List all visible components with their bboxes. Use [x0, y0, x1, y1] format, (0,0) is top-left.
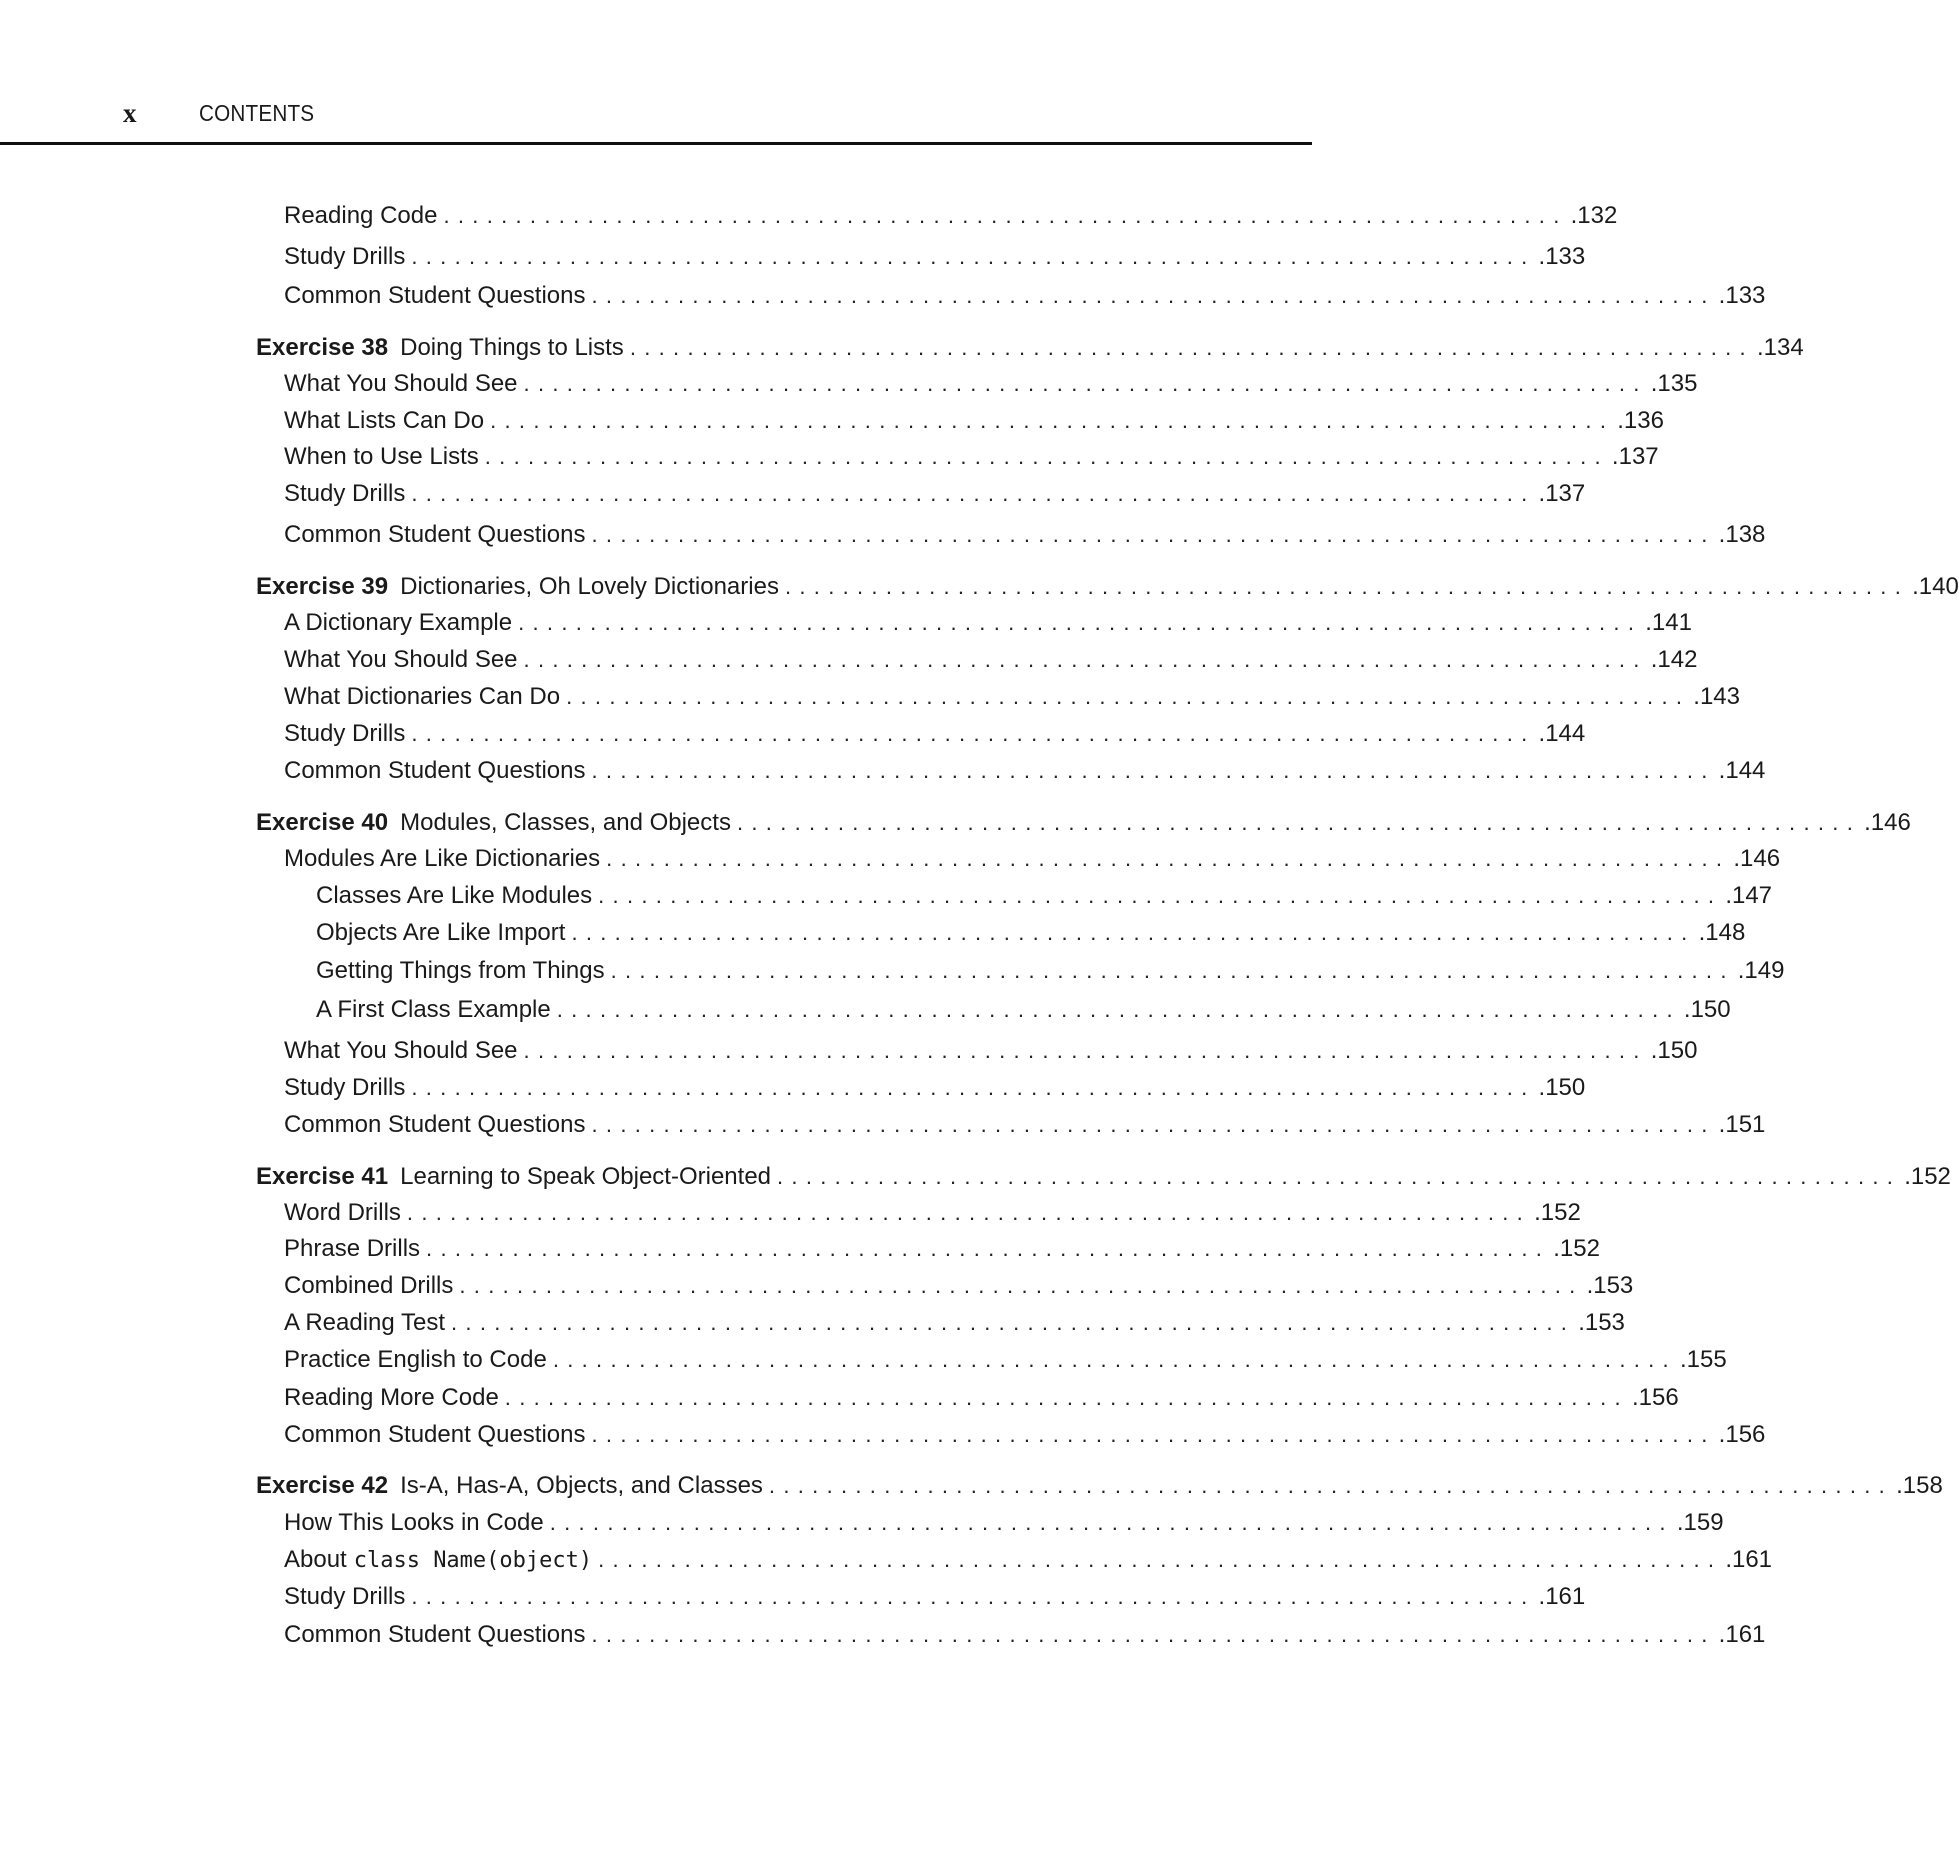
exercise-title: Modules, Classes, and Objects [400, 809, 731, 836]
toc-entry-label: Combined Drills [284, 1272, 454, 1299]
toc-entry[interactable] [284, 240, 1586, 274]
toc-entry-label: Practice English to Code [284, 1346, 547, 1373]
dot-leader: .............................................................................. [523, 1038, 1648, 1063]
toc-page-number: .152 [1904, 1163, 1951, 1190]
toc-entry[interactable] [284, 404, 1664, 438]
dot-leader: .............................................................................. [459, 1273, 1584, 1298]
toc-entry[interactable] [284, 1618, 1766, 1652]
toc-entry-label: Common Student Questions [284, 282, 586, 309]
toc-entry-label: How This Looks in Code [284, 1509, 544, 1536]
dot-leader: .............................................................................. [426, 1236, 1551, 1261]
toc-entry[interactable] [284, 1232, 1600, 1266]
toc-entry-label: Common Student Questions [284, 1421, 586, 1448]
toc-page-number: .161 [1718, 1621, 1766, 1648]
toc-entry-label: Objects Are Like Import [316, 919, 566, 946]
toc-entry-label: Study Drills [284, 243, 406, 270]
dot-leader: .............................................................................. [610, 958, 1735, 983]
toc-entry-label: What You Should See [284, 370, 518, 397]
dot-leader: .............................................................................. [598, 1547, 1723, 1572]
toc-entry-label: A First Class Example [316, 996, 551, 1023]
toc-page-number: .146 [1864, 809, 1911, 836]
toc-page-number: .144 [1718, 757, 1766, 784]
toc-entry[interactable] [284, 199, 1618, 233]
running-head-title: CONTENTS [199, 100, 315, 126]
toc-page-number: .153 [1578, 1309, 1625, 1336]
toc-entry-label [284, 1543, 592, 1578]
toc-entry-label: Word Drills [284, 1199, 401, 1226]
toc-entry[interactable] [284, 1418, 1766, 1452]
dot-leader: .............................................................................. [591, 758, 1716, 783]
exercise-title: Doing Things to Lists [400, 334, 624, 361]
toc-entry[interactable] [284, 842, 1781, 876]
toc-page-number: .132 [1570, 202, 1618, 229]
toc-entry-label: Classes Are Like Modules [316, 882, 593, 909]
toc-exercise-heading [256, 1160, 771, 1194]
exercise-title: Learning to Speak Object-Oriented [400, 1163, 772, 1190]
dot-leader: .............................................................................. [571, 920, 1696, 945]
toc-entry[interactable] [284, 1381, 1679, 1415]
toc-page-number: .148 [1698, 919, 1746, 946]
toc-page-number: .134 [1756, 334, 1804, 361]
toc-entry-label: Reading More Code [284, 1384, 499, 1411]
toc-entry[interactable] [284, 1506, 1724, 1540]
toc-entry[interactable] [284, 1543, 1773, 1577]
toc-entry[interactable] [284, 477, 1586, 511]
toc-entry-label-text: About [284, 1546, 347, 1573]
toc-page-number: .150 [1650, 1037, 1698, 1064]
toc-page-number: .150 [1683, 996, 1731, 1023]
toc-entry-label: A Reading Test [284, 1309, 446, 1336]
dot-leader: .............................................................................. [556, 997, 1681, 1022]
dot-leader: .............................................................................. [566, 684, 1691, 709]
toc-page-number: .141 [1645, 609, 1692, 636]
dot-leader: .............................................................................. [591, 522, 1716, 547]
toc-entry-label: Common Student Questions [284, 1621, 586, 1648]
toc-entry[interactable] [284, 1306, 1625, 1340]
dot-leader: .............................................................................. [591, 283, 1716, 308]
toc-page-number: .150 [1538, 1074, 1586, 1101]
dot-leader: .............................................................................. [784, 574, 1910, 599]
dot-leader: .............................................................................. [411, 244, 1536, 269]
toc-entry[interactable] [284, 717, 1586, 751]
dot-leader: .............................................................................. [591, 1422, 1716, 1447]
toc-entry[interactable] [284, 1580, 1586, 1614]
toc-page-number: .149 [1737, 957, 1785, 984]
dot-leader: .............................................................................. [591, 1622, 1716, 1647]
exercise-number: Exercise 39 [256, 573, 389, 600]
toc-entry[interactable] [316, 954, 1785, 988]
toc-entry[interactable] [284, 367, 1698, 401]
toc-exercise-entry[interactable] [256, 1469, 1943, 1503]
toc-page-number: .161 [1725, 1546, 1773, 1573]
dot-leader: .............................................................................. [549, 1510, 1674, 1535]
toc-entry-label: Study Drills [284, 720, 406, 747]
toc-page-number: .142 [1650, 646, 1698, 673]
toc-page-number: .156 [1718, 1421, 1766, 1448]
toc-entry-label: Common Student Questions [284, 1111, 586, 1138]
dot-leader: .............................................................................. [523, 647, 1648, 672]
toc-entry-label: A Dictionary Example [284, 609, 513, 636]
toc-page-number: .152 [1553, 1235, 1600, 1262]
toc-entry-label: What Lists Can Do [284, 407, 485, 434]
toc-entry[interactable] [316, 993, 1731, 1027]
toc-page-number: .147 [1725, 882, 1773, 909]
dot-leader: .............................................................................. [484, 444, 1609, 469]
toc-page-number: .153 [1586, 1272, 1634, 1299]
toc-page-number: .135 [1650, 370, 1698, 397]
toc-entry-label: When to Use Lists [284, 443, 479, 470]
dot-leader: .............................................................................. [411, 1075, 1536, 1100]
toc-entry[interactable] [284, 1269, 1634, 1303]
toc-page-number: .161 [1538, 1583, 1586, 1610]
toc-exercise-heading [256, 806, 731, 840]
toc-entry-label: Common Student Questions [284, 521, 586, 548]
exercise-title: Is-A, Has-A, Objects, and Classes [400, 1472, 763, 1499]
toc-entry-label: Phrase Drills [284, 1235, 421, 1262]
dot-leader: .............................................................................. [768, 1473, 1894, 1498]
inline-code: class Name(object) [353, 1548, 593, 1573]
toc-page-number: .137 [1538, 480, 1586, 507]
toc-page-number: .137 [1611, 443, 1659, 470]
dot-leader: .............................................................................. [411, 481, 1536, 506]
exercise-number: Exercise 42 [256, 1472, 389, 1499]
toc-entry[interactable] [316, 916, 1746, 950]
toc-exercise-heading [256, 1469, 763, 1503]
toc-entry-label: Study Drills [284, 1583, 406, 1610]
toc-entry-label: Modules Are Like Dictionaries [284, 845, 601, 872]
toc-entry[interactable] [284, 518, 1766, 552]
toc-page-number: .136 [1617, 407, 1664, 434]
toc-entry[interactable] [284, 680, 1740, 714]
toc-page-number: .151 [1718, 1111, 1766, 1138]
dot-leader: .............................................................................. [518, 610, 1643, 635]
toc-page-number: .155 [1679, 1346, 1727, 1373]
toc-entry[interactable] [316, 879, 1773, 913]
toc-entry-label: Study Drills [284, 1074, 406, 1101]
toc-entry[interactable] [284, 279, 1766, 313]
toc-entry[interactable] [284, 754, 1766, 788]
toc-exercise-entry[interactable] [256, 1160, 1951, 1194]
toc-entry-label: What You Should See [284, 1037, 518, 1064]
exercise-number: Exercise 38 [256, 334, 389, 361]
toc-exercise-heading [256, 331, 624, 365]
toc-entry-label: Reading Code [284, 202, 438, 229]
toc-exercise-entry[interactable] [256, 331, 1804, 365]
toc-entry[interactable] [284, 606, 1692, 640]
dot-leader: .............................................................................. [451, 1310, 1576, 1335]
dot-leader: .............................................................................. [777, 1164, 1902, 1189]
toc-entry-label: Common Student Questions [284, 757, 586, 784]
toc-entry[interactable] [284, 1343, 1727, 1377]
dot-leader: .............................................................................. [606, 846, 1731, 871]
toc-entry-label: Study Drills [284, 480, 406, 507]
dot-leader: .............................................................................. [591, 1112, 1716, 1137]
toc-page-number: .144 [1538, 720, 1586, 747]
toc-page-number: .159 [1676, 1509, 1724, 1536]
exercise-number: Exercise 40 [256, 809, 389, 836]
dot-leader: .............................................................................. [406, 1200, 1532, 1225]
toc-entry[interactable] [284, 440, 1659, 474]
dot-leader: .............................................................................. [598, 883, 1723, 908]
toc-page-number: .133 [1538, 243, 1586, 270]
toc-entry[interactable] [284, 1071, 1586, 1105]
toc-entry[interactable] [284, 1196, 1581, 1230]
exercise-number: Exercise 41 [256, 1163, 389, 1190]
toc-entry[interactable] [284, 1108, 1766, 1142]
toc-page-number: .143 [1693, 683, 1740, 710]
toc-entry-label: What You Should See [284, 646, 518, 673]
toc-page-number: .152 [1534, 1199, 1581, 1226]
dot-leader: .............................................................................. [523, 371, 1648, 396]
toc-page-number: .156 [1631, 1384, 1679, 1411]
toc-page-number: .138 [1718, 521, 1766, 548]
toc-page-number: .146 [1733, 845, 1781, 872]
dot-leader: .............................................................................. [411, 1584, 1536, 1609]
toc-entry-label: Getting Things from Things [316, 957, 605, 984]
dot-leader: .............................................................................. [552, 1347, 1677, 1372]
toc-page-number: .140 [1912, 573, 1959, 600]
toc-entry[interactable] [284, 1034, 1698, 1068]
dot-leader: .............................................................................. [736, 810, 1862, 835]
toc-exercise-entry[interactable] [256, 806, 1911, 840]
toc-entry-label: What Dictionaries Can Do [284, 683, 561, 710]
exercise-title: Dictionaries, Oh Lovely Dictionaries [400, 573, 779, 600]
dot-leader: .............................................................................. [411, 721, 1536, 746]
toc-page-number: .158 [1896, 1472, 1943, 1499]
dot-leader: .............................................................................. [443, 203, 1568, 228]
page-folio: x [123, 98, 137, 128]
dot-leader: .............................................................................. [629, 335, 1754, 360]
toc-exercise-heading [256, 570, 779, 604]
dot-leader: .............................................................................. [490, 408, 1615, 433]
toc-entry[interactable] [284, 643, 1698, 677]
toc-page-number: .133 [1718, 282, 1766, 309]
dot-leader: .............................................................................. [504, 1385, 1629, 1410]
toc-exercise-entry[interactable] [256, 570, 1959, 604]
